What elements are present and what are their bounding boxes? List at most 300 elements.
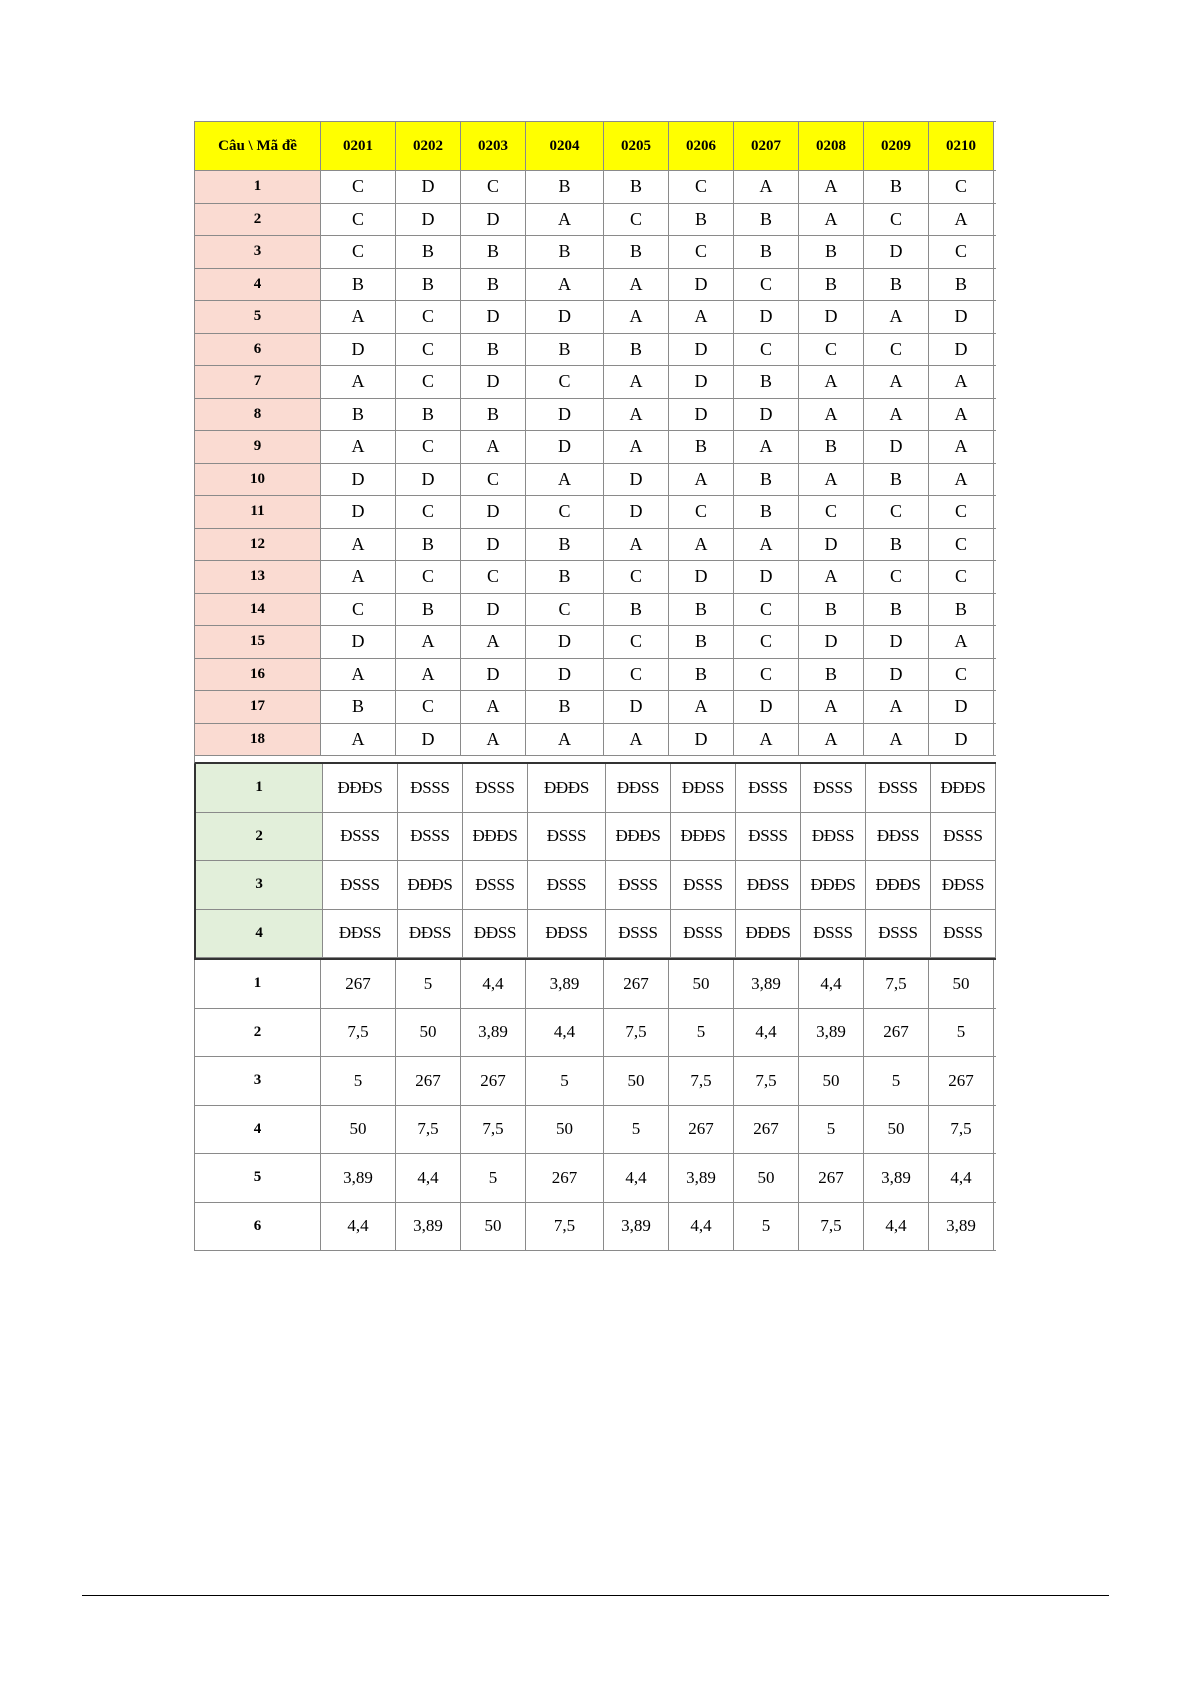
- answer-cell: ĐSSS: [866, 910, 931, 958]
- answer-cell: 50: [526, 1106, 604, 1154]
- answer-cell: 3,89: [734, 960, 799, 1008]
- answer-cell: B: [864, 171, 929, 203]
- mc-answer-row: [194, 659, 996, 692]
- short-answer-row: [194, 960, 996, 1009]
- answer-cell: 50: [864, 1106, 929, 1154]
- question-number: 1: [196, 764, 323, 812]
- answer-cell: ĐĐSS: [931, 861, 996, 909]
- answer-cell: 7,5: [604, 1009, 669, 1057]
- answer-cell: ĐĐĐS: [463, 813, 528, 861]
- question-number: 8: [194, 399, 321, 431]
- code-header: 0209: [864, 122, 929, 170]
- answer-cell: D: [669, 724, 734, 756]
- answer-cell: 7,5: [461, 1106, 526, 1154]
- answer-cell: ĐĐSS: [801, 813, 866, 861]
- answer-cell: C: [864, 334, 929, 366]
- answer-cell: ĐSSS: [323, 861, 398, 909]
- question-number: 4: [194, 1106, 321, 1154]
- answer-cell: A: [929, 399, 994, 431]
- answer-cell: 4,4: [604, 1154, 669, 1202]
- code-header: 0207: [734, 122, 799, 170]
- question-number: 2: [196, 813, 323, 861]
- answer-cell: D: [396, 171, 461, 203]
- answer-cell: A: [864, 399, 929, 431]
- answer-cell: A: [799, 691, 864, 723]
- answer-cell: C: [669, 171, 734, 203]
- answer-cell: 50: [929, 960, 994, 1008]
- answer-cell: D: [396, 724, 461, 756]
- answer-cell: C: [929, 529, 994, 561]
- answer-cell: D: [669, 399, 734, 431]
- answer-cell: A: [929, 204, 994, 236]
- answer-cell: A: [734, 171, 799, 203]
- answer-cell: B: [604, 171, 669, 203]
- answer-cell: D: [734, 399, 799, 431]
- footer-rule: [82, 1595, 1109, 1596]
- answer-cell: ĐĐĐS: [736, 910, 801, 958]
- answer-cell: B: [526, 561, 604, 593]
- answer-cell: A: [929, 626, 994, 658]
- part3-short-answer: [194, 958, 996, 1251]
- answer-cell: 267: [321, 960, 396, 1008]
- short-answer-row: [194, 1057, 996, 1106]
- answer-cell: 267: [929, 1057, 994, 1105]
- answer-cell: A: [604, 301, 669, 333]
- answer-cell: B: [526, 529, 604, 561]
- answer-cell: 50: [604, 1057, 669, 1105]
- question-number: 5: [194, 1154, 321, 1202]
- answer-cell: 5: [604, 1106, 669, 1154]
- answer-cell: B: [669, 626, 734, 658]
- answer-cell: B: [396, 529, 461, 561]
- answer-cell: A: [929, 366, 994, 398]
- answer-cell: D: [321, 496, 396, 528]
- answer-cell: ĐĐĐS: [528, 764, 606, 812]
- answer-cell: C: [734, 269, 799, 301]
- answer-cell: B: [669, 659, 734, 691]
- question-number: 16: [194, 659, 321, 691]
- mc-answer-row: [194, 171, 996, 204]
- answer-cell: 3,89: [604, 1203, 669, 1251]
- answer-cell: D: [799, 626, 864, 658]
- mc-answer-row: [194, 464, 996, 497]
- question-number: 10: [194, 464, 321, 496]
- question-number: 15: [194, 626, 321, 658]
- mc-answer-row: [194, 301, 996, 334]
- answer-cell: 3,89: [461, 1009, 526, 1057]
- answer-cell: D: [461, 366, 526, 398]
- answer-cell: C: [396, 496, 461, 528]
- answer-cell: C: [864, 561, 929, 593]
- answer-cell: A: [799, 399, 864, 431]
- code-header: 0206: [669, 122, 734, 170]
- answer-cell: D: [526, 626, 604, 658]
- answer-cell: D: [604, 464, 669, 496]
- answer-cell: ĐSSS: [671, 861, 736, 909]
- answer-cell: C: [526, 594, 604, 626]
- answer-cell: A: [864, 301, 929, 333]
- answer-cell: D: [929, 301, 994, 333]
- answer-cell: ĐSSS: [671, 910, 736, 958]
- short-answer-row: [194, 1154, 996, 1203]
- answer-cell: B: [461, 399, 526, 431]
- answer-cell: D: [321, 464, 396, 496]
- question-number: 17: [194, 691, 321, 723]
- answer-cell: 7,5: [799, 1203, 864, 1251]
- code-header: 0201: [321, 122, 396, 170]
- answer-cell: D: [669, 269, 734, 301]
- answer-cell: C: [604, 561, 669, 593]
- mc-answer-row: [194, 399, 996, 432]
- answer-cell: B: [461, 334, 526, 366]
- answer-cell: A: [799, 561, 864, 593]
- answer-cell: 5: [526, 1057, 604, 1105]
- answer-cell: B: [734, 496, 799, 528]
- answer-cell: ĐSSS: [606, 910, 671, 958]
- answer-cell: A: [396, 626, 461, 658]
- answer-cell: 5: [799, 1106, 864, 1154]
- answer-cell: C: [864, 204, 929, 236]
- answer-cell: 3,89: [396, 1203, 461, 1251]
- answer-cell: 267: [669, 1106, 734, 1154]
- answer-cell: A: [526, 724, 604, 756]
- answer-cell: ĐSSS: [801, 910, 866, 958]
- answer-cell: 5: [929, 1009, 994, 1057]
- answer-cell: D: [929, 334, 994, 366]
- answer-cell: A: [929, 464, 994, 496]
- answer-cell: 4,4: [461, 960, 526, 1008]
- answer-cell: A: [734, 529, 799, 561]
- answer-cell: D: [864, 626, 929, 658]
- answer-cell: C: [396, 431, 461, 463]
- answer-cell: D: [461, 659, 526, 691]
- answer-cell: A: [669, 529, 734, 561]
- answer-cell: 3,89: [929, 1203, 994, 1251]
- answer-cell: A: [864, 691, 929, 723]
- answer-cell: B: [929, 269, 994, 301]
- question-number: 5: [194, 301, 321, 333]
- answer-cell: D: [864, 659, 929, 691]
- answer-cell: A: [321, 366, 396, 398]
- answer-cell: ĐSSS: [398, 813, 463, 861]
- answer-cell: A: [396, 659, 461, 691]
- answer-cell: 7,5: [864, 960, 929, 1008]
- answer-cell: C: [396, 301, 461, 333]
- part1-multiple-choice: [194, 171, 996, 756]
- answer-cell: 267: [526, 1154, 604, 1202]
- answer-cell: 50: [321, 1106, 396, 1154]
- answer-cell: D: [461, 204, 526, 236]
- answer-cell: ĐĐĐS: [931, 764, 996, 812]
- mc-answer-row: [194, 529, 996, 562]
- answer-cell: C: [396, 561, 461, 593]
- answer-cell: C: [461, 171, 526, 203]
- answer-cell: D: [929, 724, 994, 756]
- answer-cell: A: [321, 659, 396, 691]
- question-number: 4: [194, 269, 321, 301]
- answer-cell: ĐĐĐS: [866, 861, 931, 909]
- answer-cell: A: [321, 301, 396, 333]
- answer-cell: 267: [396, 1057, 461, 1105]
- answer-cell: D: [799, 301, 864, 333]
- question-number: 1: [194, 171, 321, 203]
- answer-cell: C: [396, 334, 461, 366]
- code-header: 0205: [604, 122, 669, 170]
- answer-cell: A: [461, 691, 526, 723]
- answer-cell: A: [669, 691, 734, 723]
- answer-cell: B: [669, 431, 734, 463]
- answer-cell: ĐSSS: [528, 813, 606, 861]
- answer-cell: B: [321, 269, 396, 301]
- answer-cell: 4,4: [799, 960, 864, 1008]
- answer-cell: C: [734, 659, 799, 691]
- answer-cell: ĐĐĐS: [398, 861, 463, 909]
- answer-cell: B: [461, 236, 526, 268]
- answer-cell: 267: [734, 1106, 799, 1154]
- answer-cell: C: [461, 464, 526, 496]
- question-number: 12: [194, 529, 321, 561]
- answer-cell: C: [669, 236, 734, 268]
- answer-cell: C: [799, 496, 864, 528]
- answer-cell: B: [929, 594, 994, 626]
- answer-cell: B: [321, 399, 396, 431]
- mc-answer-row: [194, 204, 996, 237]
- answer-cell: A: [929, 431, 994, 463]
- code-header: 0208: [799, 122, 864, 170]
- tf-answer-row: [196, 764, 996, 813]
- answer-cell: 3,89: [526, 960, 604, 1008]
- answer-cell: A: [526, 204, 604, 236]
- answer-cell: A: [734, 431, 799, 463]
- answer-cell: ĐĐSS: [736, 861, 801, 909]
- answer-cell: 50: [799, 1057, 864, 1105]
- answer-cell: ĐĐĐS: [323, 764, 398, 812]
- answer-cell: A: [321, 561, 396, 593]
- answer-cell: B: [526, 236, 604, 268]
- answer-cell: 267: [864, 1009, 929, 1057]
- mc-answer-row: [194, 626, 996, 659]
- answer-cell: B: [734, 204, 799, 236]
- mc-answer-row: [194, 334, 996, 367]
- mc-answer-row: [194, 366, 996, 399]
- answer-cell: A: [604, 269, 669, 301]
- answer-cell: B: [799, 269, 864, 301]
- answer-cell: 4,4: [526, 1009, 604, 1057]
- answer-cell: 50: [396, 1009, 461, 1057]
- answer-cell: 5: [734, 1203, 799, 1251]
- answer-cell: B: [799, 431, 864, 463]
- short-answer-row: [194, 1106, 996, 1155]
- answer-cell: C: [526, 496, 604, 528]
- question-number: 3: [194, 1057, 321, 1105]
- answer-cell: D: [734, 691, 799, 723]
- answer-cell: D: [604, 496, 669, 528]
- question-number: 3: [194, 236, 321, 268]
- answer-cell: C: [734, 334, 799, 366]
- answer-cell: 4,4: [734, 1009, 799, 1057]
- answer-cell: ĐĐSS: [528, 910, 606, 958]
- answer-cell: 50: [461, 1203, 526, 1251]
- question-number: 18: [194, 724, 321, 756]
- answer-cell: 5: [321, 1057, 396, 1105]
- answer-cell: 7,5: [669, 1057, 734, 1105]
- short-answer-row: [194, 1009, 996, 1058]
- answer-key-table: [194, 121, 996, 1251]
- question-number: 11: [194, 496, 321, 528]
- answer-cell: A: [604, 399, 669, 431]
- answer-cell: C: [604, 659, 669, 691]
- answer-cell: ĐĐĐS: [606, 813, 671, 861]
- answer-cell: B: [526, 691, 604, 723]
- answer-cell: 4,4: [929, 1154, 994, 1202]
- answer-cell: ĐSSS: [801, 764, 866, 812]
- answer-cell: D: [526, 301, 604, 333]
- answer-cell: 7,5: [929, 1106, 994, 1154]
- answer-cell: ĐĐSS: [866, 813, 931, 861]
- answer-cell: ĐSSS: [463, 861, 528, 909]
- answer-cell: ĐĐSS: [398, 910, 463, 958]
- answer-cell: 3,89: [669, 1154, 734, 1202]
- question-number: 1: [194, 960, 321, 1008]
- answer-cell: C: [396, 691, 461, 723]
- answer-cell: A: [864, 724, 929, 756]
- answer-cell: B: [799, 659, 864, 691]
- mc-answer-row: [194, 269, 996, 302]
- answer-cell: C: [929, 561, 994, 593]
- answer-cell: A: [669, 464, 734, 496]
- answer-cell: ĐSSS: [398, 764, 463, 812]
- answer-cell: ĐĐĐS: [801, 861, 866, 909]
- answer-cell: B: [864, 269, 929, 301]
- answer-cell: ĐĐĐS: [671, 813, 736, 861]
- answer-cell: B: [604, 236, 669, 268]
- answer-cell: A: [604, 366, 669, 398]
- answer-cell: B: [396, 269, 461, 301]
- answer-cell: A: [734, 724, 799, 756]
- answer-cell: 267: [604, 960, 669, 1008]
- answer-cell: D: [864, 236, 929, 268]
- answer-cell: 267: [461, 1057, 526, 1105]
- corner-header: Câu \ Mã đề: [194, 122, 321, 170]
- answer-cell: ĐĐSS: [671, 764, 736, 812]
- answer-cell: D: [669, 561, 734, 593]
- answer-cell: C: [929, 236, 994, 268]
- answer-cell: A: [526, 464, 604, 496]
- answer-cell: D: [526, 431, 604, 463]
- answer-cell: B: [321, 691, 396, 723]
- answer-cell: D: [396, 204, 461, 236]
- answer-cell: ĐĐSS: [463, 910, 528, 958]
- answer-cell: ĐĐSS: [323, 910, 398, 958]
- answer-cell: D: [669, 366, 734, 398]
- answer-cell: B: [734, 236, 799, 268]
- answer-cell: C: [604, 626, 669, 658]
- question-number: 3: [196, 861, 323, 909]
- code-header: 0204: [526, 122, 604, 170]
- mc-answer-row: [194, 236, 996, 269]
- answer-cell: A: [604, 724, 669, 756]
- answer-cell: B: [799, 594, 864, 626]
- answer-cell: D: [669, 334, 734, 366]
- answer-cell: A: [321, 529, 396, 561]
- answer-cell: 4,4: [864, 1203, 929, 1251]
- answer-cell: 4,4: [396, 1154, 461, 1202]
- answer-cell: ĐSSS: [606, 861, 671, 909]
- answer-cell: A: [799, 204, 864, 236]
- answer-cell: 50: [669, 960, 734, 1008]
- answer-cell: C: [669, 496, 734, 528]
- answer-cell: A: [321, 431, 396, 463]
- answer-cell: B: [669, 204, 734, 236]
- answer-cell: A: [799, 366, 864, 398]
- question-number: 2: [194, 1009, 321, 1057]
- answer-cell: A: [799, 464, 864, 496]
- answer-cell: C: [929, 659, 994, 691]
- answer-cell: A: [321, 724, 396, 756]
- answer-cell: 5: [864, 1057, 929, 1105]
- part2-true-false: [194, 764, 996, 958]
- answer-cell: D: [321, 626, 396, 658]
- answer-cell: C: [734, 626, 799, 658]
- answer-cell: C: [734, 594, 799, 626]
- answer-cell: D: [604, 691, 669, 723]
- answer-cell: A: [604, 529, 669, 561]
- answer-cell: D: [526, 399, 604, 431]
- answer-cell: 7,5: [396, 1106, 461, 1154]
- answer-cell: 4,4: [669, 1203, 734, 1251]
- header-row: [194, 121, 996, 171]
- tf-answer-row: [196, 813, 996, 862]
- answer-cell: A: [799, 171, 864, 203]
- answer-cell: 3,89: [321, 1154, 396, 1202]
- answer-cell: B: [734, 366, 799, 398]
- answer-cell: A: [461, 431, 526, 463]
- answer-cell: A: [461, 626, 526, 658]
- answer-cell: C: [321, 236, 396, 268]
- answer-cell: 7,5: [321, 1009, 396, 1057]
- answer-cell: ĐSSS: [736, 813, 801, 861]
- answer-cell: 3,89: [864, 1154, 929, 1202]
- answer-cell: ĐSSS: [866, 764, 931, 812]
- answer-cell: C: [461, 561, 526, 593]
- answer-cell: B: [669, 594, 734, 626]
- question-number: 7: [194, 366, 321, 398]
- answer-cell: ĐSSS: [931, 813, 996, 861]
- question-number: 14: [194, 594, 321, 626]
- answer-cell: B: [799, 236, 864, 268]
- answer-cell: B: [604, 594, 669, 626]
- answer-cell: ĐSSS: [528, 861, 606, 909]
- answer-cell: ĐĐSS: [606, 764, 671, 812]
- answer-cell: B: [864, 594, 929, 626]
- answer-cell: D: [461, 301, 526, 333]
- answer-cell: 267: [799, 1154, 864, 1202]
- answer-cell: C: [864, 496, 929, 528]
- answer-cell: C: [604, 204, 669, 236]
- answer-cell: D: [799, 529, 864, 561]
- code-header: 0210: [929, 122, 994, 170]
- answer-cell: 5: [461, 1154, 526, 1202]
- answer-cell: 50: [734, 1154, 799, 1202]
- question-number: 6: [194, 334, 321, 366]
- answer-cell: 5: [396, 960, 461, 1008]
- section-separator: [194, 756, 996, 764]
- answer-cell: B: [864, 464, 929, 496]
- answer-cell: ĐSSS: [323, 813, 398, 861]
- answer-cell: B: [526, 334, 604, 366]
- answer-cell: D: [461, 594, 526, 626]
- answer-cell: D: [396, 464, 461, 496]
